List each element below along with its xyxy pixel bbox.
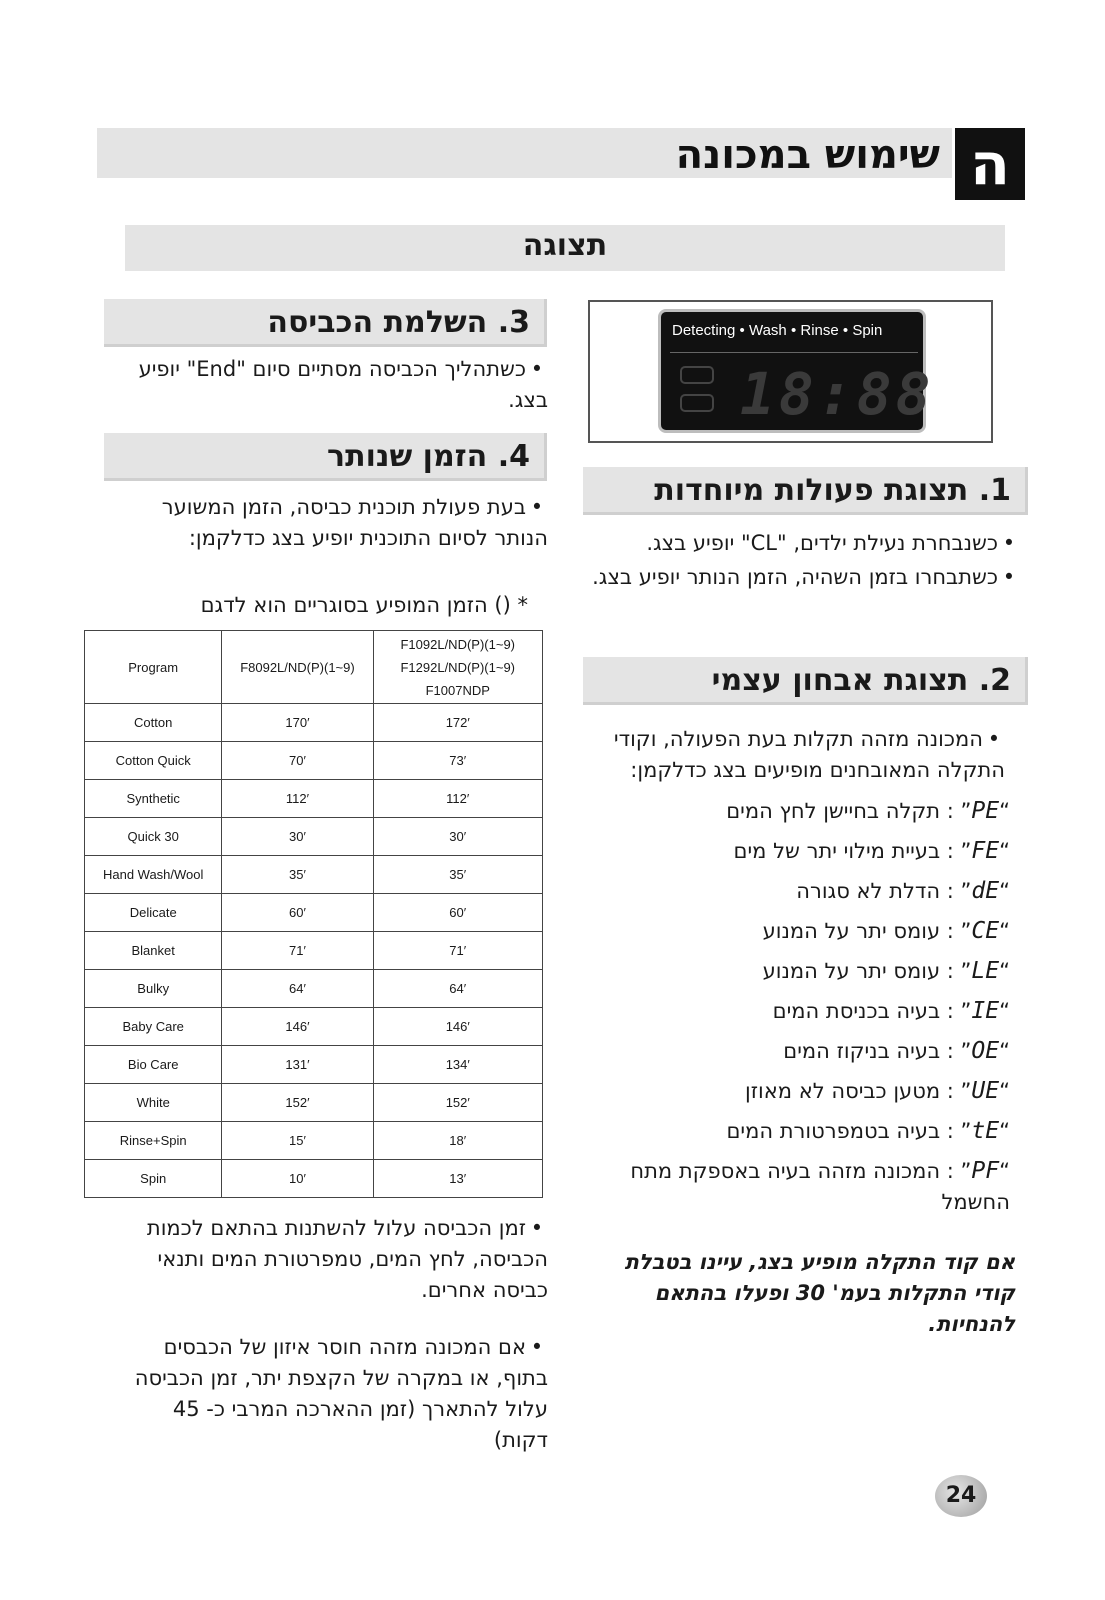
sec1-bullet-1: •כשנבחרת נעילת ילדים, "CL" יופיע בצג. [646,531,1016,555]
table-row: Synthetic 112′ 112′ [85,780,543,818]
error-desc: בעיית מילוי יתר של מים [733,839,941,863]
error-row: “dE” : הדלת לא סגורה [796,878,1010,904]
sec4-header [104,433,547,481]
table-row: Spin 10′ 13′ [85,1160,543,1198]
sec4-footnote: * () הזמן המופיע בסוגריים הוא לדגם [200,593,528,617]
sec3-title: 3. השלמת הכביסה [267,305,530,340]
sec1-header [583,467,1028,515]
sec3-bullet: •כשתהליך הכביסה מסתיים סיום "End" יופיע בצג. [138,357,548,412]
panel-step-wash: Wash [748,322,787,339]
sec2-header [583,657,1028,705]
table-header-row [85,631,543,704]
delay-icon [680,366,714,384]
error-code: dE [971,878,1000,904]
error-desc: בעיה בטמפרטורת המים [726,1119,941,1143]
error-code: IE [971,998,1000,1024]
sec2-intro: •המכונה מזהה תקלות בעת הפעולה, וקודי התקלה המאובחנים מופיעים בצג כדלקמן: [613,727,1005,782]
program-time-table [84,630,543,1198]
sec4-title: 4. הזמן שנותר [327,439,530,474]
error-desc: הדלת לא סגורה [796,879,941,903]
error-desc: עומס יתר על המנוע [762,919,941,943]
sec1-bullet-2: •כשתבחרו בזמן השהיה, הזמן הנותר יופיע בצג. [592,565,1016,589]
error-row: “IE” : בעיה בכניסת המים [772,998,1010,1024]
sec2-title: 2. תצוגת אבחון עצמי [711,663,1011,698]
section-title: תצוגה [522,228,608,263]
panel-step-spin: Spin [852,322,883,339]
error-row: “UE” : מטען כביסה לא מאוזן [745,1078,1010,1104]
header-model-1: F8092L/ND(P)(1~9) [222,631,373,704]
error-desc: תקלה בחיישן לחץ המים [726,799,941,823]
segment-display: 18:88 [740,360,935,428]
bottom-bullet-1: •זמן הכביסה עלול להשתנות בהתאם לכמות הכביסה, לחץ המים, טמפרטורת המים ותנאי כביסה אחרים. [146,1216,548,1302]
panel-step-detecting: Detecting [672,322,736,339]
error-row: “PE” : תקלה בחיישן לחץ המים [726,798,1010,824]
error-code: CE [971,918,1000,944]
error-desc: עומס יתר על המנוע [762,959,941,983]
table-row: Blanket 71′ 71′ [85,932,543,970]
error-code: tE [971,1118,1000,1144]
sec1-title: 1. תצוגת פעולות מיוחדות [654,473,1011,508]
table-row: Quick 30 30′ 30′ [85,818,543,856]
table-row: Hand Wash/Wool 35′ 35′ [85,856,543,894]
error-code: LE [971,958,1000,984]
chapter-badge: ה [955,128,1025,200]
bottom-bullet-2: •אם המכונה מזהה חוסר איזון של הכבסים בתוף, או במקרה של הקצפת יתר, זמן הכביסה עלול להתארך (זמן ההארכה המרבי כ- 45 דקות) [134,1335,548,1452]
table-row: Bio Care 131′ 134′ [85,1046,543,1084]
panel-divider [670,352,918,353]
error-note: אם קוד התקלה מופיע בצג, עיינו בטבלת קודי התקלות בעמ' 30 ופעלו בהתאם להנחיות. [624,1250,1015,1336]
table-row: Bulky 64′ 64′ [85,970,543,1008]
start-pause-icon [680,394,714,412]
table-row: Rinse+Spin 15′ 18′ [85,1122,543,1160]
table-row: Baby Care 146′ 146′ [85,1008,543,1046]
error-code: UE [971,1078,1000,1104]
error-row: “CE” : עומס יתר על המנוע [762,918,1010,944]
error-code: OE [971,1038,1000,1064]
table-row: White 152′ 152′ [85,1084,543,1122]
error-row: “FE” : בעיית מילוי יתר של מים [733,838,1010,864]
header-model-2: F1092L/ND(P)(1~9) F1292L/ND(P)(1~9) F1007NDP [373,631,542,704]
error-desc: בעיה בניקוז המים [783,1039,941,1063]
error-row: “LE” : עומס יתר על המנוע [762,958,1010,984]
error-desc: בעיה בכניסת המים [772,999,941,1023]
header-program: Program [85,631,222,704]
sec4-bullet: •בעת פעולת תוכנית כביסה, הזמן המשוער הנותר לסיום התוכנית יופיע בצג כדלקמן: [161,495,548,550]
error-row: “PF” : המכונה מזהה בעיה באספקת מתח החשמל [630,1158,1010,1214]
error-desc: מטען כביסה לא מאוזן [745,1079,941,1103]
page-title: שימוש במכונה [675,132,940,178]
error-code: FE [971,838,1000,864]
error-desc: המכונה מזהה בעיה באספקת מתח החשמל [630,1159,1010,1214]
error-code: PE [971,798,1000,824]
table-row: Cotton Quick 70′ 73′ [85,742,543,780]
error-code-list [580,796,1010,1218]
sec3-header [104,299,547,347]
table-row: Cotton 170′ 172′ [85,704,543,742]
error-row: “tE” : בעיה בטמפרטורת המים [726,1118,1010,1144]
table-row: Delicate 60′ 60′ [85,894,543,932]
panel-steps: Detecting • Wash • Rinse • Spin [672,322,883,339]
page-number: 24 [935,1475,987,1517]
panel-step-rinse: Rinse [800,322,839,339]
error-row: “OE” : בעיה בניקוז המים [783,1038,1010,1064]
error-code: PF [971,1158,1000,1184]
